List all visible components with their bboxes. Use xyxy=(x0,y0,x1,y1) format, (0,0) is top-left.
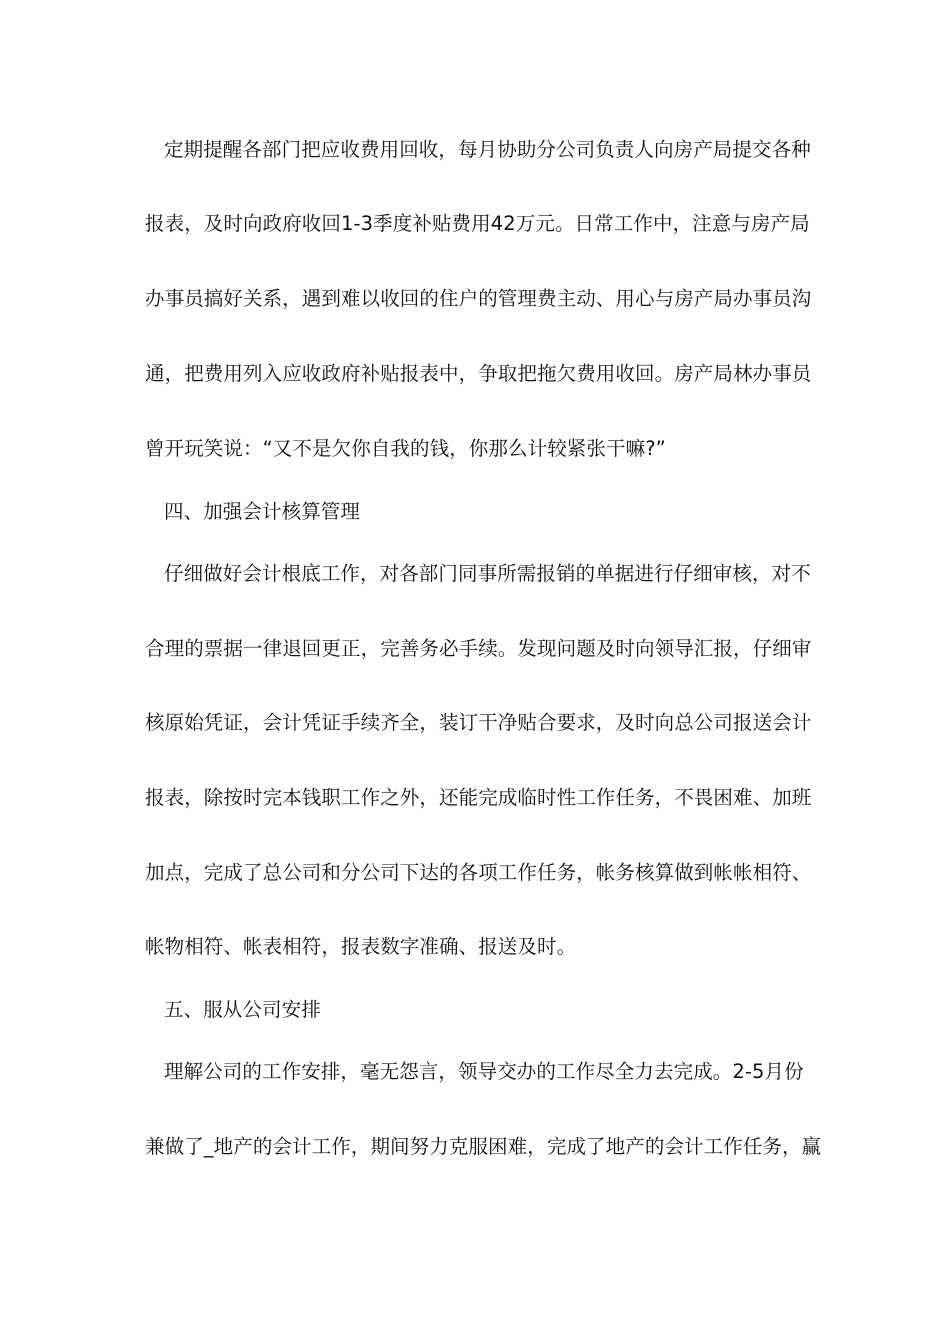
paragraph-line: 报表，及时向政府收回1-3季度补贴费用42万元。日常工作中，注意与房产局 xyxy=(145,212,810,235)
paragraph-line: 办事员搞好关系，遇到难以收回的住户的管理费主动、用心与房产局办事员沟 xyxy=(145,287,812,310)
paragraph-line: 核原始凭证，会计凭证手续齐全，装订干净贴合要求，及时向总公司报送会计 xyxy=(145,711,812,734)
paragraph-line: 兼做了_地产的会计工作，期间努力克服困难，完成了地产的会计工作任务，赢 xyxy=(145,1135,822,1158)
paragraph-line: 通，把费用列入应收政府补贴报表中，争取把拖欠费用收回。房产局林办事员 xyxy=(145,362,812,385)
paragraph-line: 合理的票据一律退回更正，完善务必手续。发现问题及时向领导汇报，仔细审 xyxy=(145,637,812,660)
paragraph-line: 理解公司的工作安排，毫无怨言，领导交办的工作尽全力去完成。2-5月份 xyxy=(164,1060,804,1083)
paragraph-line: 加点，完成了总公司和分公司下达的各项工作任务，帐务核算做到帐帐相符、 xyxy=(145,861,812,884)
paragraph-line: 报表，除按时完本钱职工作之外，还能完成临时性工作任务，不畏困难、加班 xyxy=(145,786,812,809)
section-heading: 四、加强会计核算管理 xyxy=(164,500,361,523)
paragraph-line: 定期提醒各部门把应收费用回收，每月协助分公司负责人向房产局提交各种 xyxy=(164,138,811,161)
section-heading: 五、服从公司安排 xyxy=(164,998,321,1021)
paragraph-line: 曾开玩笑说：“又不是欠你自我的钱，你那么计较紧张干嘛?” xyxy=(145,437,666,460)
paragraph-line: 仔细做好会计根底工作，对各部门同事所需报销的单据进行仔细审核，对不 xyxy=(164,562,811,585)
paragraph-line: 帐物相符、帐表相符，报表数字准确、报送及时。 xyxy=(145,935,577,958)
